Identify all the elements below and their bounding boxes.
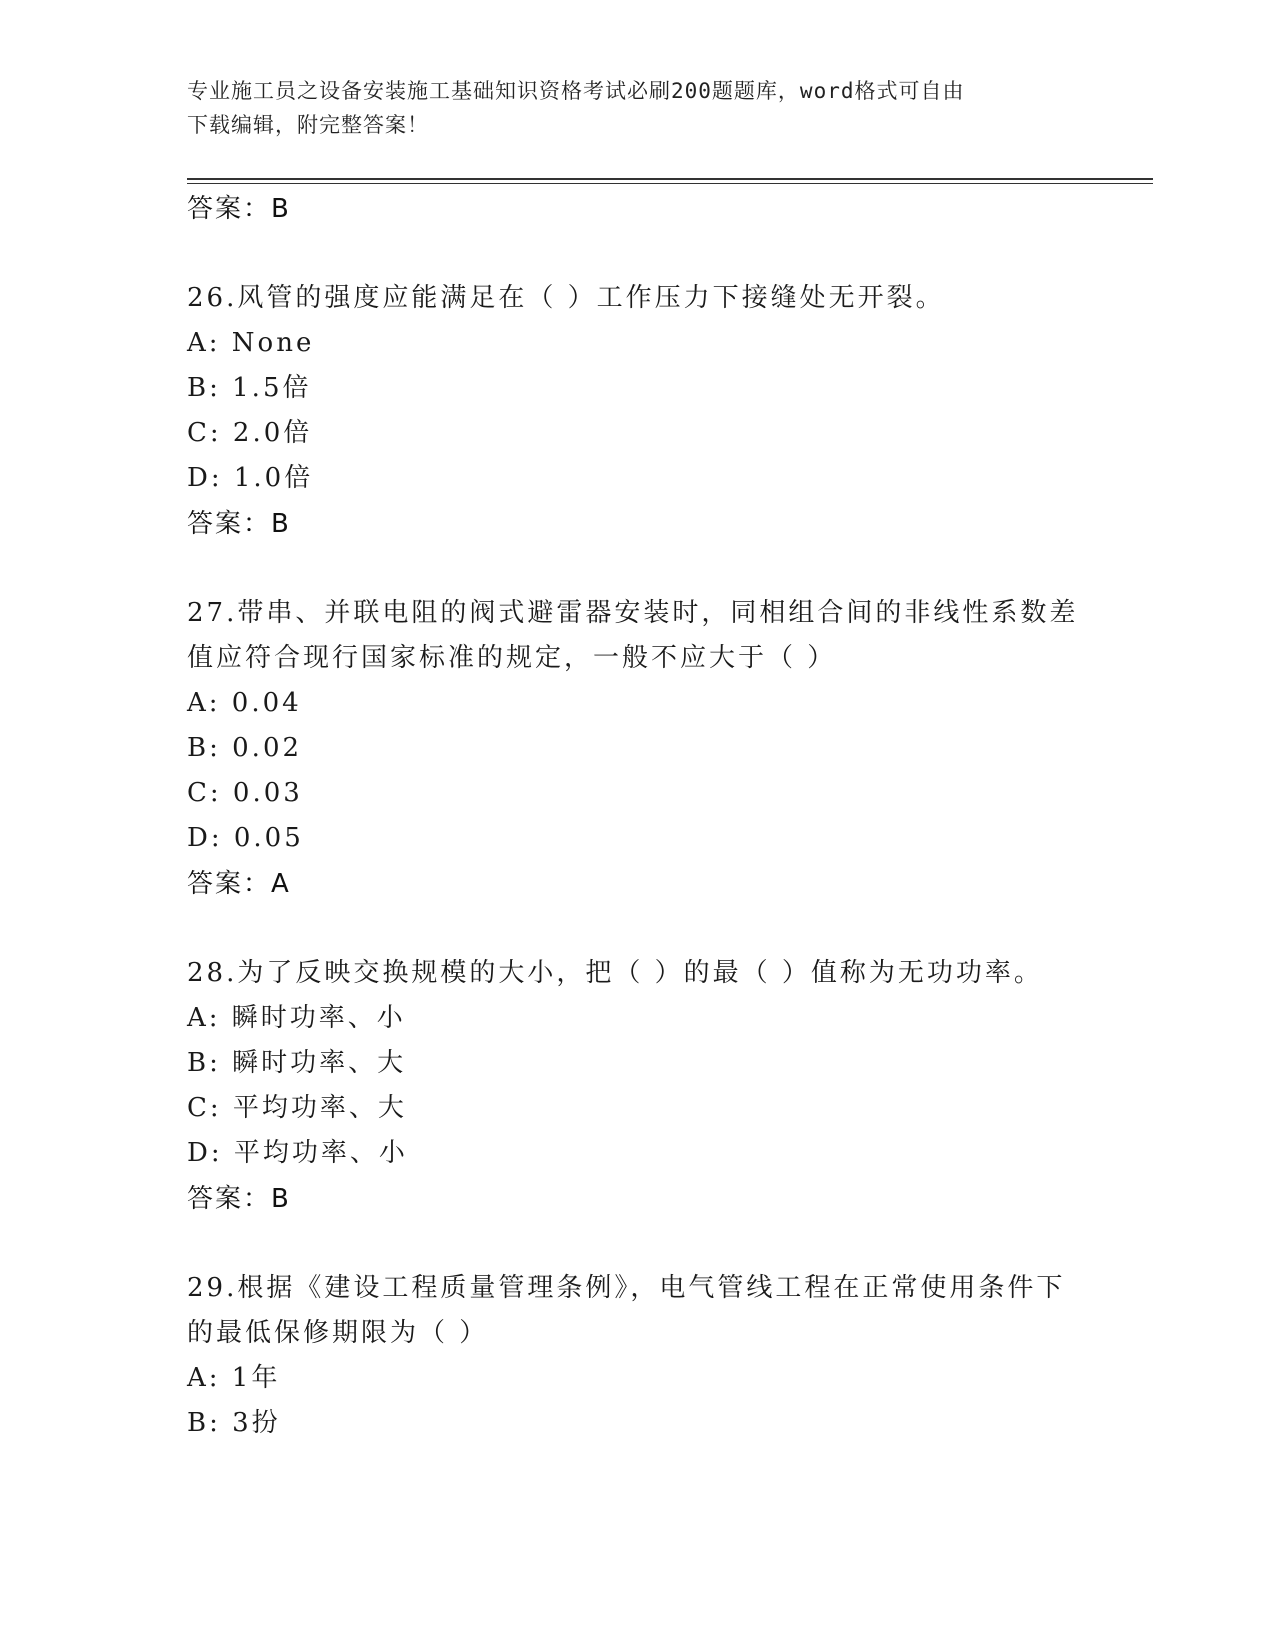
option-c: C: 0.03 (187, 778, 303, 808)
header-line-1: 专业施工员之设备安装施工基础知识资格考试必刷200题题库，word格式可自由 (187, 79, 965, 103)
question-stem-line-2: 值应符合现行国家标准的规定，一般不应大于（ ） (187, 643, 837, 673)
option-d: D: 1.0倍 (187, 463, 314, 493)
option-a: A: 1年 (187, 1363, 281, 1393)
option-b: B: 3扮 (187, 1408, 281, 1438)
question-stem: 26.风管的强度应能满足在（ ）工作压力下接缝处无开裂。 (187, 283, 945, 313)
header-divider-thin (187, 183, 1153, 184)
question-29 (187, 1266, 1087, 1446)
header-divider (187, 178, 1153, 180)
answer-label: 答案：B (187, 1184, 291, 1214)
option-a: A: 0.04 (187, 688, 302, 718)
option-c: C: 2.0倍 (187, 418, 313, 448)
question-list (187, 186, 1087, 1446)
option-b: B: 0.02 (187, 733, 303, 763)
answer-label: 答案：B (187, 509, 291, 539)
question-stem: 28.为了反映交换规模的大小，把（ ）的最（ ）值称为无功功率。 (187, 958, 1043, 988)
document-header (187, 74, 1067, 142)
answer-label: 答案：B (187, 194, 291, 224)
option-a: A: 瞬时功率、小 (187, 1003, 406, 1033)
question-stem-line-1: 29.根据《建设工程质量管理条例》，电气管线工程在正常使用条件下 (187, 1273, 1066, 1303)
option-a: A: None (187, 328, 315, 358)
question-stem-line-1: 27.带串、并联电阻的阀式避雷器安装时，同相组合间的非线性系数差 (187, 598, 1079, 628)
question-27 (187, 591, 1087, 907)
question-28 (187, 951, 1087, 1222)
question-26 (187, 276, 1087, 547)
option-b: B: 瞬时功率、大 (187, 1048, 407, 1078)
option-b: B: 1.5倍 (187, 373, 312, 403)
option-d: D: 平均功率、小 (187, 1138, 408, 1168)
option-d: D: 0.05 (187, 823, 304, 853)
header-line-2: 下载编辑，附完整答案！ (187, 113, 429, 137)
question-stem-line-2: 的最低保修期限为（ ） (187, 1318, 489, 1348)
answer-label: 答案：A (187, 869, 291, 899)
option-c: C: 平均功率、大 (187, 1093, 407, 1123)
